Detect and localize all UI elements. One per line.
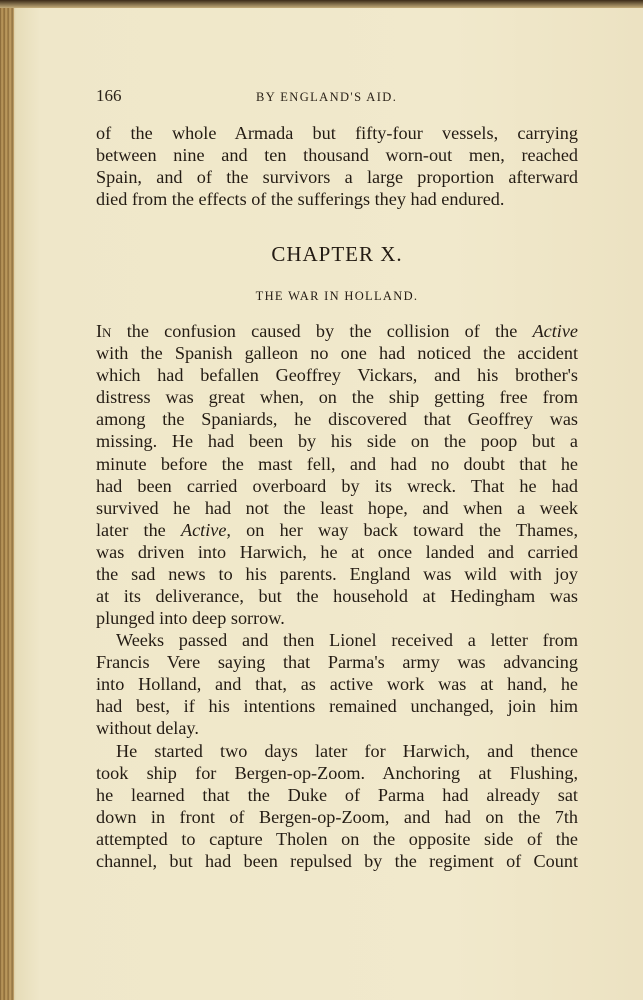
- opening-paragraph: [96, 122, 578, 210]
- text-line: He started two days later for Harwich, and thence: [116, 741, 578, 761]
- text-line: into Holland, and that, as active work was at hand, he: [96, 674, 578, 695]
- text-line: missing. He had been by his side on the poop but a: [96, 431, 578, 452]
- chapter-subtitle: THE WAR IN HOLLAND.: [255, 289, 419, 303]
- ship-name: Active,: [180, 519, 231, 540]
- text-line: without delay.: [96, 718, 199, 739]
- ship-name: Active: [532, 321, 578, 341]
- page-top-edge: [0, 0, 643, 8]
- text-line: channel, but had been repulsed by the regiment of Count: [96, 851, 578, 872]
- book-spine: [0, 0, 14, 1000]
- text-line: he learned that the Duke of Parma had already sat: [96, 785, 578, 806]
- text-fragment: the confusion caused by the collision of the: [111, 321, 533, 341]
- text-fragment: later the: [96, 519, 181, 540]
- text-line: the sad news to his parents. England was wild with joy: [96, 564, 578, 585]
- text-line: Francis Vere saying that Parma's army was advancing: [96, 652, 578, 673]
- running-title: BY ENGLAND'S AID.: [256, 90, 398, 104]
- text-line: at its deliverance, but the household at Hedingham was: [96, 586, 578, 607]
- text-line: minute before the mast fell, and had no doubt that he: [96, 453, 578, 474]
- text-line: which had befallen Geoffrey Vickars, and his brother's: [96, 365, 578, 386]
- text-line: [96, 519, 578, 541]
- text-line: between nine and ten thousand worn-out men, reached: [96, 145, 578, 166]
- text-line: [96, 320, 578, 342]
- text-line: Spain, and of the survivors a large proportion afterward: [96, 167, 578, 188]
- text-line: attempted to capture Tholen on the opposite side of the: [96, 829, 578, 850]
- drop-word: In: [96, 321, 112, 341]
- text-line: was driven into Harwich, he at once landed and carried: [96, 541, 578, 562]
- paragraph-3: [96, 740, 578, 873]
- text-line: survived he had not the least hope, and when a week: [96, 497, 578, 518]
- text-line: of the whole Armada but fifty-four vessels, carrying: [96, 123, 578, 143]
- text-line: among the Spaniards, he discovered that Geoffrey was: [96, 409, 578, 430]
- text-line: took ship for Bergen-op-Zoom. Anchoring at Flushing,: [96, 763, 578, 784]
- text-line: had been carried overboard by its wreck. That he had: [96, 475, 578, 496]
- text-line: plunged into deep sorrow.: [96, 608, 285, 629]
- text-line: had best, if his intentions remained unchanged, join him: [96, 696, 578, 717]
- page-number: 166: [96, 86, 122, 105]
- text-line: with the Spanish galleon no one had noticed the accident: [96, 343, 578, 364]
- paragraph-2: [96, 629, 578, 739]
- text-line: Weeks passed and then Lionel received a letter from: [116, 630, 578, 650]
- paragraph-1: [96, 320, 578, 629]
- text-fragment: on her way back toward the Thames,: [230, 519, 579, 540]
- chapter-title: CHAPTER X.: [271, 242, 403, 266]
- text-line: died from the effects of the sufferings they had endured.: [96, 189, 505, 210]
- text-line: distress was great when, on the ship getting free from: [96, 387, 578, 408]
- page-header: [96, 86, 576, 110]
- text-line: down in front of Bergen-op-Zoom, and had on the 7th: [96, 807, 578, 828]
